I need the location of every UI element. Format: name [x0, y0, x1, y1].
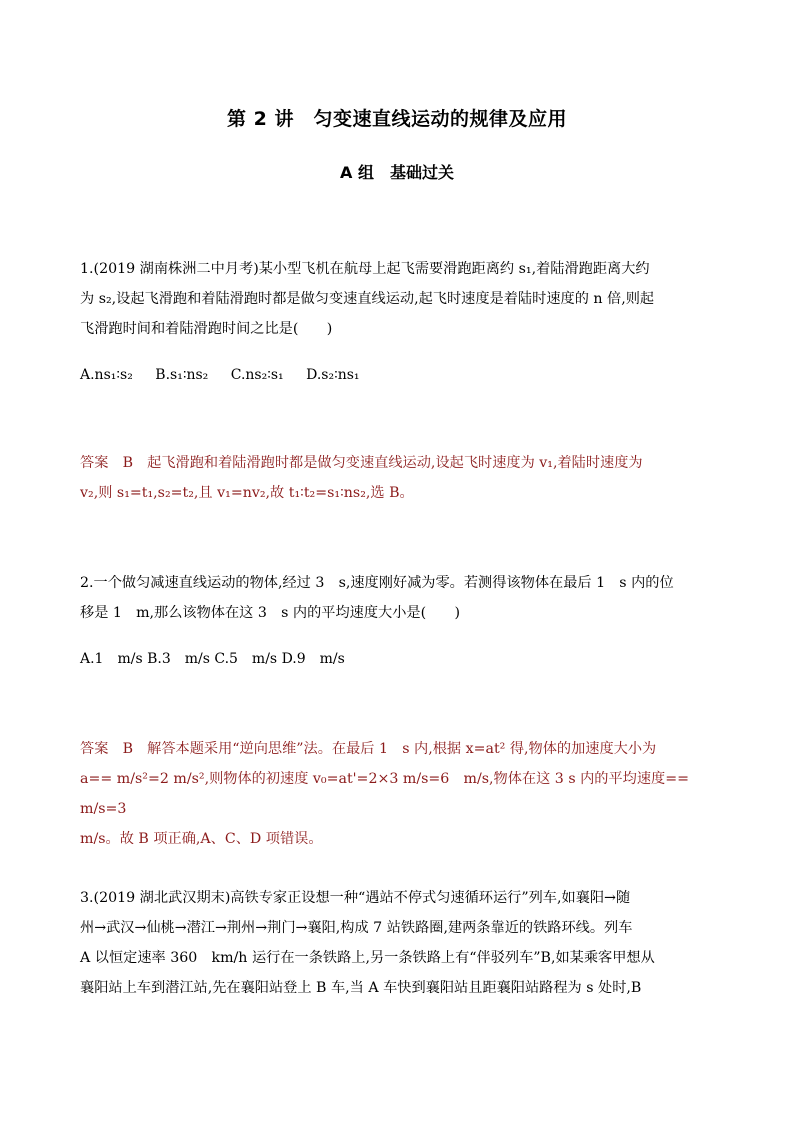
question-1-options: [80, 364, 716, 386]
question-1: [80, 254, 716, 344]
answer-1-line-1: 答案 B 起飞滑跑和着陆滑跑时都是做匀变速直线运动,设起飞时速度为 v₁,着陆时速度为: [80, 455, 643, 471]
answer-1: [80, 448, 716, 508]
question-1-line-2: 为 s₂,设起飞滑跑和着陆滑跑时都是做匀变速直线运动,起飞时速度是着陆时速度的 n 倍,则起: [80, 291, 655, 307]
question-3-line-3: A 以恒定速率 360 km/h 运行在一条铁路上,另一条铁路上有“伴驳列车”B,如某乘客甲想从: [80, 950, 655, 966]
question-3-line-4: 襄阳站上车到潜江站,先在襄阳站登上 B 车,当 A 车快到襄阳站且距襄阳站路程为 s 处时,B: [80, 980, 642, 996]
option-a: A.ns₁∶s₂: [80, 367, 133, 383]
question-1-line-1: 1.(2019 湖南株洲二中月考)某小型飞机在航母上起飞需要滑跑距离约 s₁,着陆滑跑距离大约: [80, 261, 650, 277]
question-2-line-2: 移是 1 m,那么该物体在这 3 s 内的平均速度大小是( ): [80, 605, 461, 621]
option-c: C.ns₂∶s₁: [230, 367, 284, 383]
question-1-line-3: 飞滑跑时间和着陆滑跑时间之比是( ): [80, 321, 333, 337]
question-2-line-1: 2.一个做匀减速直线运动的物体,经过 3 s,速度刚好减为零。若测得该物体在最后 1 s 内的位: [80, 575, 674, 591]
option-b: B.s₁∶ns₂: [155, 367, 209, 383]
question-3-line-2: 州→武汉→仙桃→潜江→荆州→荆门→襄阳,构成 7 站铁路圈,建两条靠近的铁路环线。列车: [80, 920, 633, 936]
page-title: 第 2 讲 匀变速直线运动的规律及应用: [227, 108, 567, 130]
question-3: [80, 883, 716, 1003]
question-3-line-1: 3.(2019 湖北武汉期末)高铁专家正设想一种“遇站不停式匀速循环运行”列车,如襄阳→随: [80, 890, 631, 906]
section-subtitle: A 组 基础过关: [340, 163, 454, 182]
answer-2-line-1: 答案 B 解答本题采用“逆向思维”法。在最后 1 s 内,根据 x=at² 得,物体的加速度大小为: [80, 741, 657, 757]
answer-2-line-3: m/s。故 B 项正确,A、C、D 项错误。: [80, 831, 323, 847]
question-2: [80, 568, 716, 628]
answer-2-line-2: a== m/s²=2 m/s²,则物体的初速度 v₀=at'=2×3 m/s=6 m/s,物体在这 3 s 内的平均速度== m/s=3: [80, 771, 690, 817]
question-2-options: A.1 m/s B.3 m/s C.5 m/s D.9 m/s: [80, 651, 345, 667]
answer-2: [80, 734, 716, 854]
answer-1-line-2: v₂,则 s₁=t₁,s₂=t₂,且 v₁=nv₂,故 t₁∶t₂=s₁∶ns₂,选 B。: [80, 485, 414, 501]
option-d: D.s₂∶ns₁: [306, 367, 360, 383]
